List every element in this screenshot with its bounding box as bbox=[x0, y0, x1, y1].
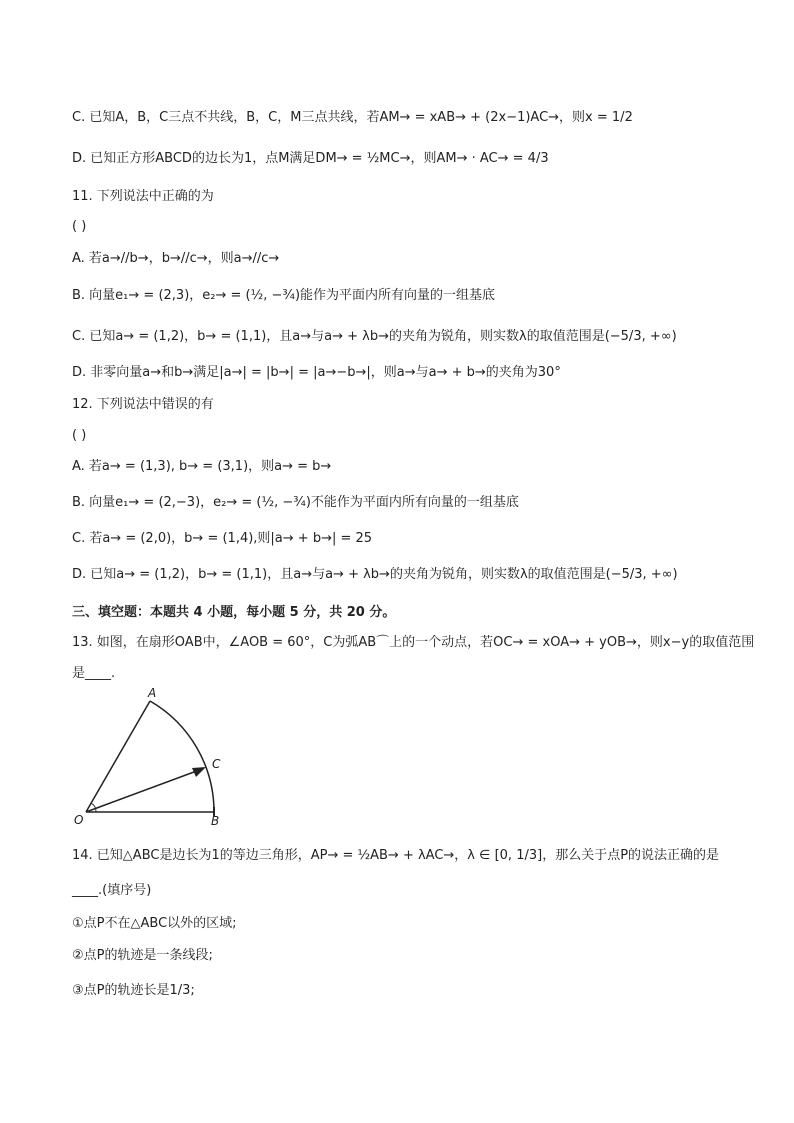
vector-oc bbox=[86, 769, 202, 812]
label-c: C bbox=[212, 757, 221, 771]
q13-stem: 13. 如图，在扇形OAB中，∠AOB = 60°，C为弧AB⌒上的一个动点，若OC→ = xOA→ + yOB→，则x−y的取值范围 bbox=[72, 635, 755, 650]
arrowhead-c bbox=[192, 767, 206, 777]
q11-paren: ( ) bbox=[72, 219, 87, 234]
q14-statement-3: ③点P的轨迹长是1/3; bbox=[72, 983, 195, 998]
q11-option-a: A. 若a→//b→，b→//c→，则a→//c→ bbox=[72, 251, 280, 266]
segment-oa bbox=[86, 701, 150, 812]
q11-option-c: C. 已知a→ = (1,2)，b→ = (1,1)，且a→与a→ + λb→的夹角为锐角，则实数λ的取值范围是(−5/3, +∞) bbox=[72, 329, 677, 344]
q12-option-b: B. 向量e₁→ = (2,−3)，e₂→ = (½, −¾)不能作为平面内所有向量的一组基底 bbox=[72, 495, 519, 510]
q13-blank: 是____. bbox=[72, 666, 116, 681]
label-b: B bbox=[211, 814, 220, 826]
q14-statement-1: ①点P不在△ABC以外的区域; bbox=[72, 916, 237, 931]
q12-option-d: D. 已知a→ = (1,2)，b→ = (1,1)，且a→与a→ + λb→的夹角为锐角，则实数λ的取值范围是(−5/3, +∞) bbox=[72, 567, 678, 582]
q12-option-c: C. 若a→ = (2,0)，b→ = (1,4),则|a→ + b→| = 25 bbox=[72, 531, 373, 546]
q10-option-d: D. 已知正方形ABCD的边长为1，点M满足DM→ = ½MC→，则AM→ · AC→ = 4/3 bbox=[72, 151, 549, 166]
q14-stem: 14. 已知△ABC是边长为1的等边三角形，AP→ = ½AB→ + λAC→，λ ∈ [0, 1/3]，那么关于点P的说法正确的是 bbox=[72, 848, 720, 863]
label-o: O bbox=[74, 813, 84, 826]
q11-stem: 11. 下列说法中正确的为 bbox=[72, 189, 214, 204]
q10-option-c: C. 已知A，B，C三点不共线，B，C，M三点共线，若AM→ = xAB→ + (2x−1)AC→，则x = 1/2 bbox=[72, 110, 633, 125]
arc-ab bbox=[150, 701, 214, 812]
q14-blank: ____.(填序号) bbox=[72, 883, 152, 898]
q12-stem: 12. 下列说法中错误的有 bbox=[72, 397, 214, 412]
section-3-heading: 三、填空题：本题共 4 小题，每小题 5 分，共 20 分。 bbox=[72, 605, 396, 620]
label-a: A bbox=[148, 686, 157, 700]
q11-option-b: B. 向量e₁→ = (2,3)，e₂→ = (½, −¾)能作为平面内所有向量的一组基底 bbox=[72, 288, 496, 303]
q11-option-d: D. 非零向量a→和b→满足|a→| = |b→| = |a→−b→|，则a→与a→ + b→的夹角为30° bbox=[72, 365, 561, 380]
q12-paren: ( ) bbox=[72, 428, 87, 443]
q14-statement-2: ②点P的轨迹是一条线段; bbox=[72, 948, 213, 963]
sector-figure bbox=[72, 686, 232, 826]
q12-option-a: A. 若a→ = (1,3), b→ = (3,1)，则a→ = b→ bbox=[72, 459, 332, 474]
